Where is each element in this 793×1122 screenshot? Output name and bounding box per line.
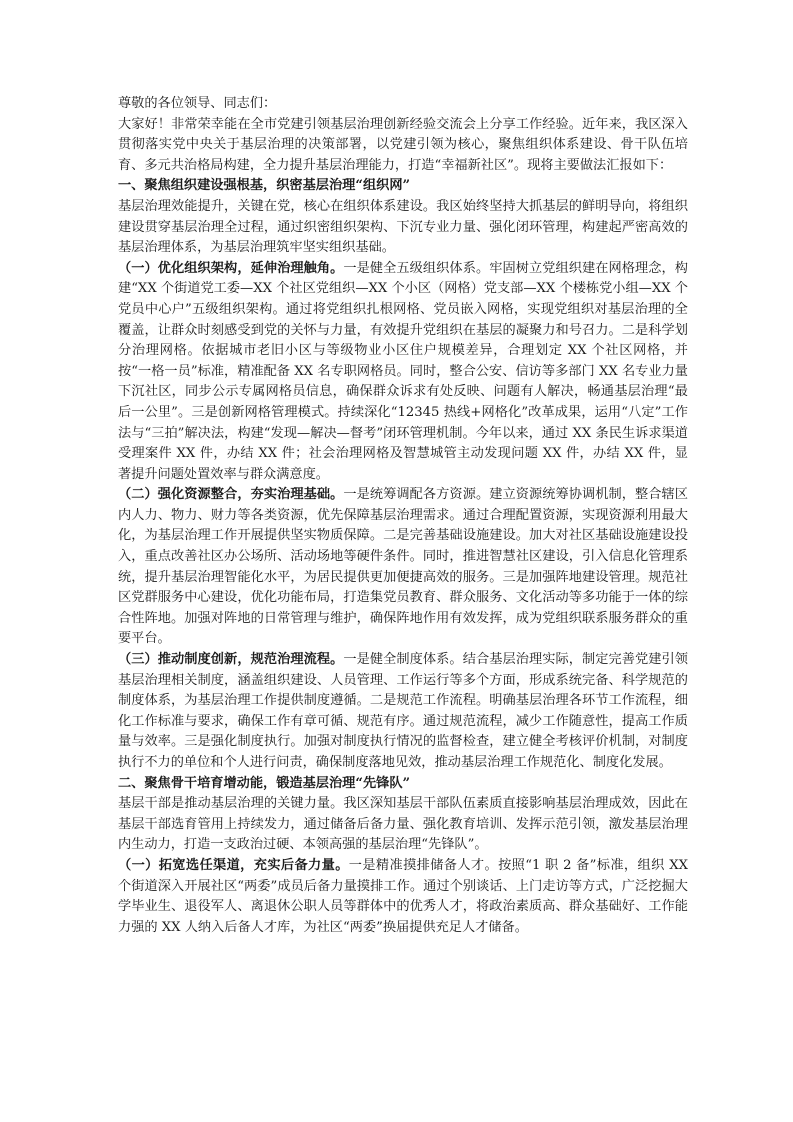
section2-heading: 二、聚焦骨干培育增动能，锻造基层治理“先锋队” — [118, 775, 411, 791]
section1-intro: 基层治理效能提升，关键在党，核心在组织体系建设。我区始终坚持大抓基层的鲜明导向，将组织建设贯穿基层治理全过程，通过织密组织架构、下沉专业力量、强化闭环管理，构建起严密高效的基层治理体系，为基层治理筑牢坚实组织基础。 — [118, 198, 688, 256]
section2-p1-lead: （一）拓宽选任渠道，充实后备力量。 — [118, 857, 349, 873]
document-body — [118, 94, 688, 938]
section1-p1-lead: （一）优化组织架构，延伸治理触角。 — [118, 260, 344, 276]
section2-intro: 基层干部是推动基层治理的关键力量。我区深知基层干部队伍素质直接影响基层治理成效，因此在基层干部选育管用上持续发力，通过储备后备力量、强化教育培训、发挥示范引领，激发基层治理内生动力，打造一支政治过硬、本领高强的基层治理“先锋队”。 — [118, 796, 688, 853]
section1-paragraph-1 — [118, 259, 688, 486]
intro-paragraph: 大家好！非常荣幸能在全市党建引领基层治理创新经验交流会上分享工作经验。近年来，我区深入贯彻落实党中央关于基层治理的决策部署，以党建引领为核心，聚焦组织体系建设、骨干队伍培育、多元共治格局构建，全力提升基层治理能力，打造“幸福新社区”。现将主要做法汇报如下： — [118, 116, 688, 173]
section1-p2-lead: （二）强化资源整合，夯实治理基础。 — [118, 487, 344, 503]
section1-p3-lead: （三）推动制度创新，规范治理流程。 — [118, 652, 344, 668]
section1-heading: 一、聚焦组织建设强根基，织密基层治理“组织网” — [118, 178, 411, 194]
section2-paragraph-1 — [118, 856, 688, 938]
section1-paragraph-2 — [118, 485, 688, 650]
section1-p1-body: 一是健全五级组织体系。牢固树立党组织建在网格理念，构建“XX 个街道党工委—XX 个社区党组织—XX 个小区（网格）党支部—XX 个楼栋党小组—XX 个党员中心户”五级组织架构。通过将党组织扎根网格、党员嵌入网格，实现党组织对基层治理的全覆盖，让群众时刻感受到党的关怀与力量，有效提升党组织在基层的凝聚力和号召力。二是科学划分治理网格。依据城市老旧小区与等级物业小区住户规模差异，合理划定 XX 个社区网格，并按“一格一员”标准，精准配备 XX 名专职网格员。同时，整合公安、信访等多部门 XX 名专业力量下沉社区，同步公示专属网格员信息，确保群众诉求有处反映、问题有人解决，畅通基层治理“最后一公里”。三是创新网格管理模式。持续深化“12345 热线+网格化”改革成果，运用“八定”工作法与“三拍”解决法，构建“发现—解决—督考”闭环管理机制。今年以来，通过 XX 条民生诉求渠道受理案件 XX 件，办结 XX 件；社会治理网格及智慧城管主动发现问题 XX 件，办结 XX 件，显著提升问题处置效率与群众满意度。 — [118, 260, 688, 482]
section1-p2-body: 一是统筹调配各方资源。建立资源统筹协调机制，整合辖区内人力、物力、财力等各类资源，优先保障基层治理需求。通过合理配置资源，实现资源利用最大化，为基层治理工作开展提供坚实物质保障。二是完善基础设施建设。加大对社区基础设施建设投入，重点改善社区办公场所、活动场地等硬件条件。同时，推进智慧社区建设，引入信息化管理系统，提升基层治理智能化水平，为居民提供更加便捷高效的服务。三是加强阵地建设管理。规范社区党群服务中心建设，优化功能布局，打造集党员教育、群众服务、文化活动等多功能于一体的综合性阵地。加强对阵地的日常管理与维护，确保阵地作用有效发挥，成为党组织联系服务群众的重要平台。 — [118, 487, 688, 647]
section2-p1-body: 一是精准摸排储备人才。按照“1 职 2 备”标准，组织 XX 个街道深入开展社区“两委”成员后备力量摸排工作。通过个别谈话、上门走访等方式，广泛挖掘大学毕业生、退役军人、离退休公职人员等群体中的优秀人才，将政治素质高、群众基础好、工作能力强的 XX 人纳入后备人才库，为社区“两委”换届提供充足人才储备。 — [118, 857, 688, 935]
section1-p3-body: 一是健全制度体系。结合基层治理实际，制定完善党建引领基层治理相关制度，涵盖组织建设、人员管理、工作运行等多个方面，形成系统完备、科学规范的制度体系，为基层治理工作提供制度遵循。二是规范工作流程。明确基层治理各环节工作流程，细化工作标准与要求，确保工作有章可循、规范有序。通过规范流程，减少工作随意性，提高工作质量与效率。三是强化制度执行。加强对制度执行情况的监督检查，建立健全考核评价机制，对制度执行不力的单位和个人进行问责，确保制度落地见效，推动基层治理工作规范化、制度化发展。 — [118, 652, 688, 770]
salutation: 尊敬的各位领导、同志们： — [118, 96, 277, 111]
section1-paragraph-3 — [118, 650, 688, 774]
